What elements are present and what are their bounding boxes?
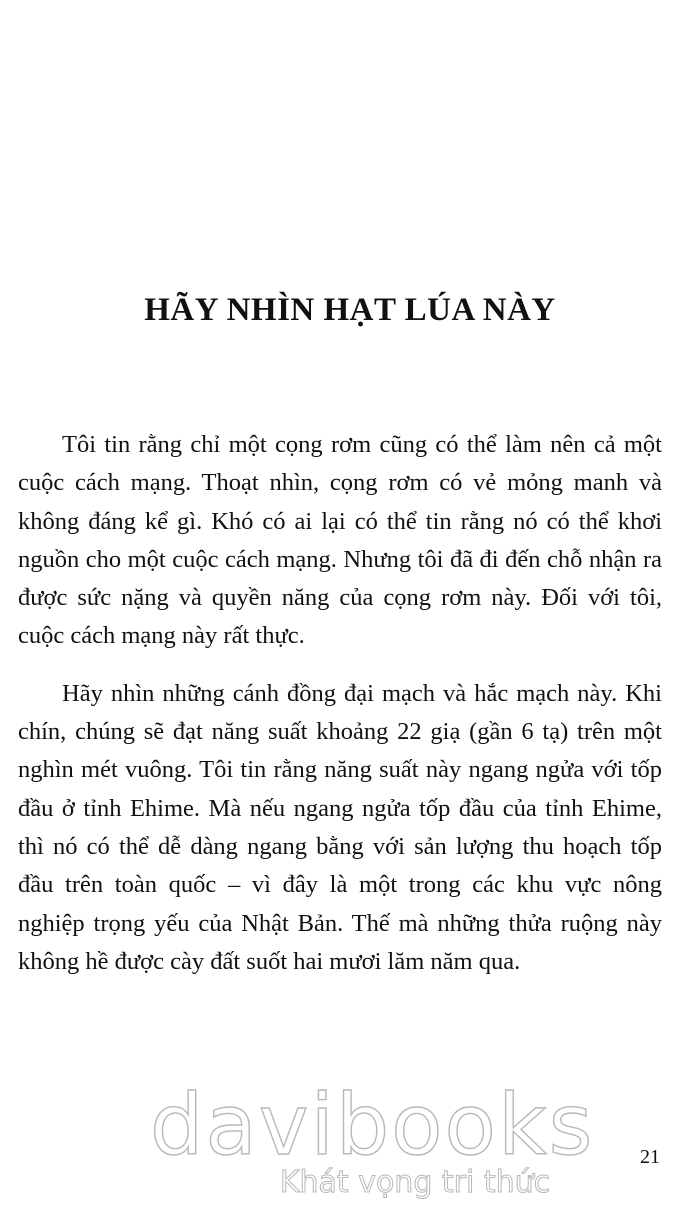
body-text (18, 426, 662, 981)
paragraph-2: Hãy nhìn những cánh đồng đại mạch và hắc mạch này. Khi chín, chúng sẽ đạt năng suất khoảng 22 giạ (gần 6 tạ) trên một nghìn mét vuông. Tôi tin rằng năng suất này ngang ngửa với tốp đầu ở tỉnh Ehime. Mà nếu ngang ngửa tốp đầu của tỉnh Ehime, thì nó có thể dễ dàng ngang bằng với sản lượng thu hoạch tốp đầu trên toàn quốc – vì đây là một trong các khu vực nông nghiệp trọng yếu của Nhật Bản. Thế mà những thửa ruộng này không hề được cày đất suốt hai mươi lăm năm qua. (18, 679, 662, 975)
chapter-title: HÃY NHÌN HẠT LÚA NÀY (144, 292, 556, 328)
watermark-name: davibooks (150, 1076, 595, 1174)
watermark (150, 1076, 595, 1200)
page-number: 21 (640, 1146, 660, 1168)
watermark-tagline: Khát vọng tri thức (279, 1165, 551, 1200)
paragraph-1: Tôi tin rằng chỉ một cọng rơm cũng có thể làm nên cả một cuộc cách mạng. Thoạt nhìn, cọng rơm có vẻ mỏng manh và không đáng kể gì. Khó có ai lại có thể tin rằng nó có thể khơi nguồn cho một cuộc cách mạng. Nhưng tôi đã đi đến chỗ nhận ra được sức nặng và quyền năng của cọng rơm này. Đối với tôi, cuộc cách mạng này rất thực. (18, 431, 662, 650)
